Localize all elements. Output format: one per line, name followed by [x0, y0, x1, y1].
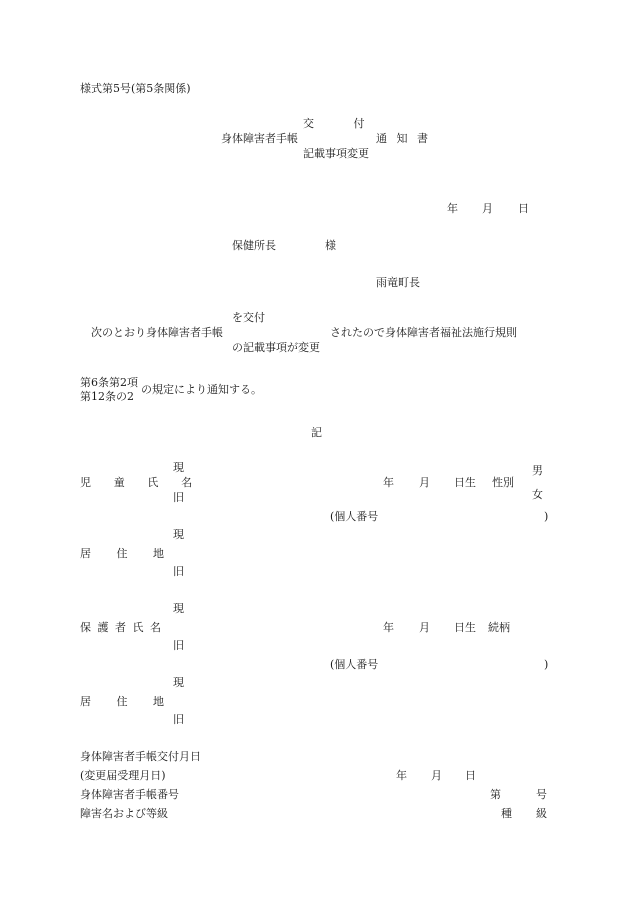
- article-lower: 第12条の2: [80, 390, 134, 403]
- body-suffix: されたので身体障害者福祉法施行規則: [330, 326, 517, 339]
- date-year: 年: [447, 202, 458, 215]
- title-book: 身体障害者手帳: [221, 132, 298, 145]
- child-former-mark: 旧: [173, 491, 184, 504]
- body-prefix: 次のとおり身体障害者手帳: [91, 326, 223, 339]
- title-kofu: 交 付: [303, 117, 365, 130]
- title-change: 記載事項変更: [303, 147, 369, 160]
- guardian-address-former-mark: 旧: [173, 713, 184, 726]
- book-number-label: 身体障害者手帳番号: [80, 788, 179, 801]
- child-born: 日生: [454, 476, 476, 489]
- guardian-name-label: 保 護 者 氏 名: [80, 621, 161, 634]
- guardian-address-current-mark: 現: [173, 676, 184, 689]
- addressee-name: 保健所長: [232, 239, 276, 252]
- guardian-address-label: 居 住 地: [80, 695, 164, 708]
- guardian-former-mark: 旧: [173, 639, 184, 652]
- grade: 級: [536, 807, 547, 820]
- date-day: 日: [518, 202, 529, 215]
- guardian-current-mark: 現: [173, 602, 184, 615]
- body-upper: を交付: [232, 311, 265, 324]
- guardian-year: 年: [383, 621, 394, 634]
- child-year: 年: [383, 476, 394, 489]
- sex-male: 男: [532, 464, 543, 477]
- date-month: 月: [482, 202, 493, 215]
- child-month: 月: [419, 476, 430, 489]
- sender: 雨竜町長: [376, 276, 420, 289]
- guardian-born: 日生: [454, 621, 476, 634]
- body-lower: の記載事項が変更: [232, 341, 320, 354]
- sex-female: 女: [532, 488, 543, 501]
- footer-month: 月: [431, 769, 442, 782]
- child-mynumber-open: (個人番号: [330, 510, 379, 523]
- disability-label: 障害名および等級: [80, 807, 168, 820]
- guardian-month: 月: [419, 621, 430, 634]
- footer-day: 日: [465, 769, 476, 782]
- title-notice: 通 知 書: [376, 132, 428, 145]
- grade-type: 種: [501, 807, 512, 820]
- guardian-mynumber-open: (個人番号: [330, 658, 379, 671]
- issue-date-label: 身体障害者手帳交付月日: [80, 750, 201, 763]
- ki-heading: 記: [311, 426, 322, 439]
- child-mynumber-close: ): [544, 510, 549, 523]
- child-name-label: 児 童 氏 名: [80, 476, 199, 489]
- book-number-prefix: 第: [490, 788, 501, 801]
- article-upper: 第6条第2項: [80, 376, 138, 389]
- child-address-label: 居 住 地: [80, 547, 164, 560]
- form-number: 様式第5号(第5条関係): [80, 82, 191, 95]
- addressee-honorific: 様: [325, 239, 336, 252]
- child-current-mark: 現: [173, 461, 184, 474]
- child-address-former-mark: 旧: [173, 565, 184, 578]
- change-date-label: (変更届受理月日): [80, 769, 166, 782]
- child-sex-label: 性別: [492, 476, 514, 489]
- body-tail: の規定により通知する。: [141, 383, 262, 396]
- footer-year: 年: [396, 769, 407, 782]
- guardian-relation-label: 続柄: [488, 621, 510, 634]
- guardian-mynumber-close: ): [544, 658, 549, 671]
- child-address-current-mark: 現: [173, 528, 184, 541]
- book-number-suffix: 号: [536, 788, 547, 801]
